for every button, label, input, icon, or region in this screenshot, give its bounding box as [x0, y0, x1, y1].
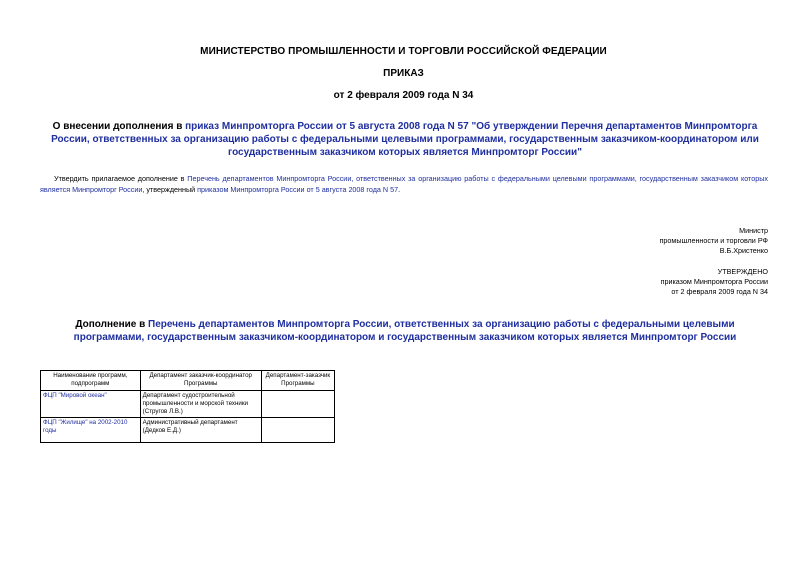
subject-prefix: О внесении дополнения в — [52, 121, 186, 132]
order-subject — [40, 120, 770, 159]
signature-ministry: промышленности и торговли РФ — [659, 236, 768, 245]
signature-block — [548, 226, 768, 256]
approval-title: УТВЕРЖДЕНО — [717, 267, 768, 276]
addendum-prefix: Дополнение в — [75, 319, 149, 330]
programs-table — [40, 370, 335, 443]
program-link[interactable]: ФЦП "Жилище" на 2002-2010 годы — [43, 419, 128, 434]
table-header-row — [41, 371, 335, 391]
addendum-list-link[interactable]: Перечень департаментов Минпромторга России, ответственных за организацию работы с федеральными целевыми программами, государственным заказчиком-координатором и государственным заказчиком которых является Минпромторг России — [73, 319, 737, 343]
subject-order-link[interactable]: приказ Минпромторга России от 5 августа 2008 года N 57 "Об утверждении Перечня департаментов Минпромторга России, ответственных за организацию работы с федеральными целевыми программами, государственным заказчиком-координатором или государственным заказчиком которых является Минпромторг России" — [51, 121, 759, 158]
column-header-coordinator: Департамент заказчик-координатор Программы — [140, 371, 261, 391]
body-order-link[interactable]: приказом Минпромторга России от 5 августа 2008 года N 57 — [197, 185, 399, 194]
order-body — [40, 173, 768, 195]
body-part-1: Утвердить прилагаемое дополнение в — [54, 174, 188, 183]
column-header-customer: Департамент-заказчик Программы — [261, 371, 334, 391]
coordinator-cell: Департамент судостроительной промышленности и морской техники (Стругов Л.В.) — [140, 391, 261, 418]
approval-block — [548, 267, 768, 297]
body-list-link[interactable]: Перечень департаментов Минпромторга России, ответственных за организацию работы с федеральными целевыми программами, государственным заказчиком которых является Минпромторг России — [40, 174, 768, 194]
body-part-2: , утвержденный — [142, 185, 198, 194]
addendum-title — [40, 318, 770, 344]
document-type: ПРИКАЗ — [383, 68, 424, 79]
customer-cell — [261, 418, 334, 443]
program-cell — [41, 391, 141, 418]
body-part-3: . — [398, 185, 401, 194]
table-row — [41, 391, 335, 418]
document-date-number: от 2 февраля 2009 года N 34 — [333, 90, 474, 101]
coordinator-cell: Административный департамент (Дедков Е.Д.) — [140, 418, 261, 443]
column-header-programs: Наименование программ, подпрограмм — [41, 371, 141, 391]
approval-by-order: приказом Минпромторга России — [660, 277, 768, 286]
approval-date: от 2 февраля 2009 года N 34 — [671, 287, 768, 296]
table-row — [41, 418, 335, 443]
customer-cell — [261, 391, 334, 418]
signature-position: Министр — [739, 226, 768, 235]
signature-name: В.Б.Христенко — [719, 246, 768, 255]
program-cell — [41, 418, 141, 443]
ministry-title: МИНИСТЕРСТВО ПРОМЫШЛЕННОСТИ И ТОРГОВЛИ РОССИЙСКОЙ ФЕДЕРАЦИИ — [200, 46, 607, 57]
program-link[interactable]: ФЦП "Мировой океан" — [43, 392, 107, 399]
